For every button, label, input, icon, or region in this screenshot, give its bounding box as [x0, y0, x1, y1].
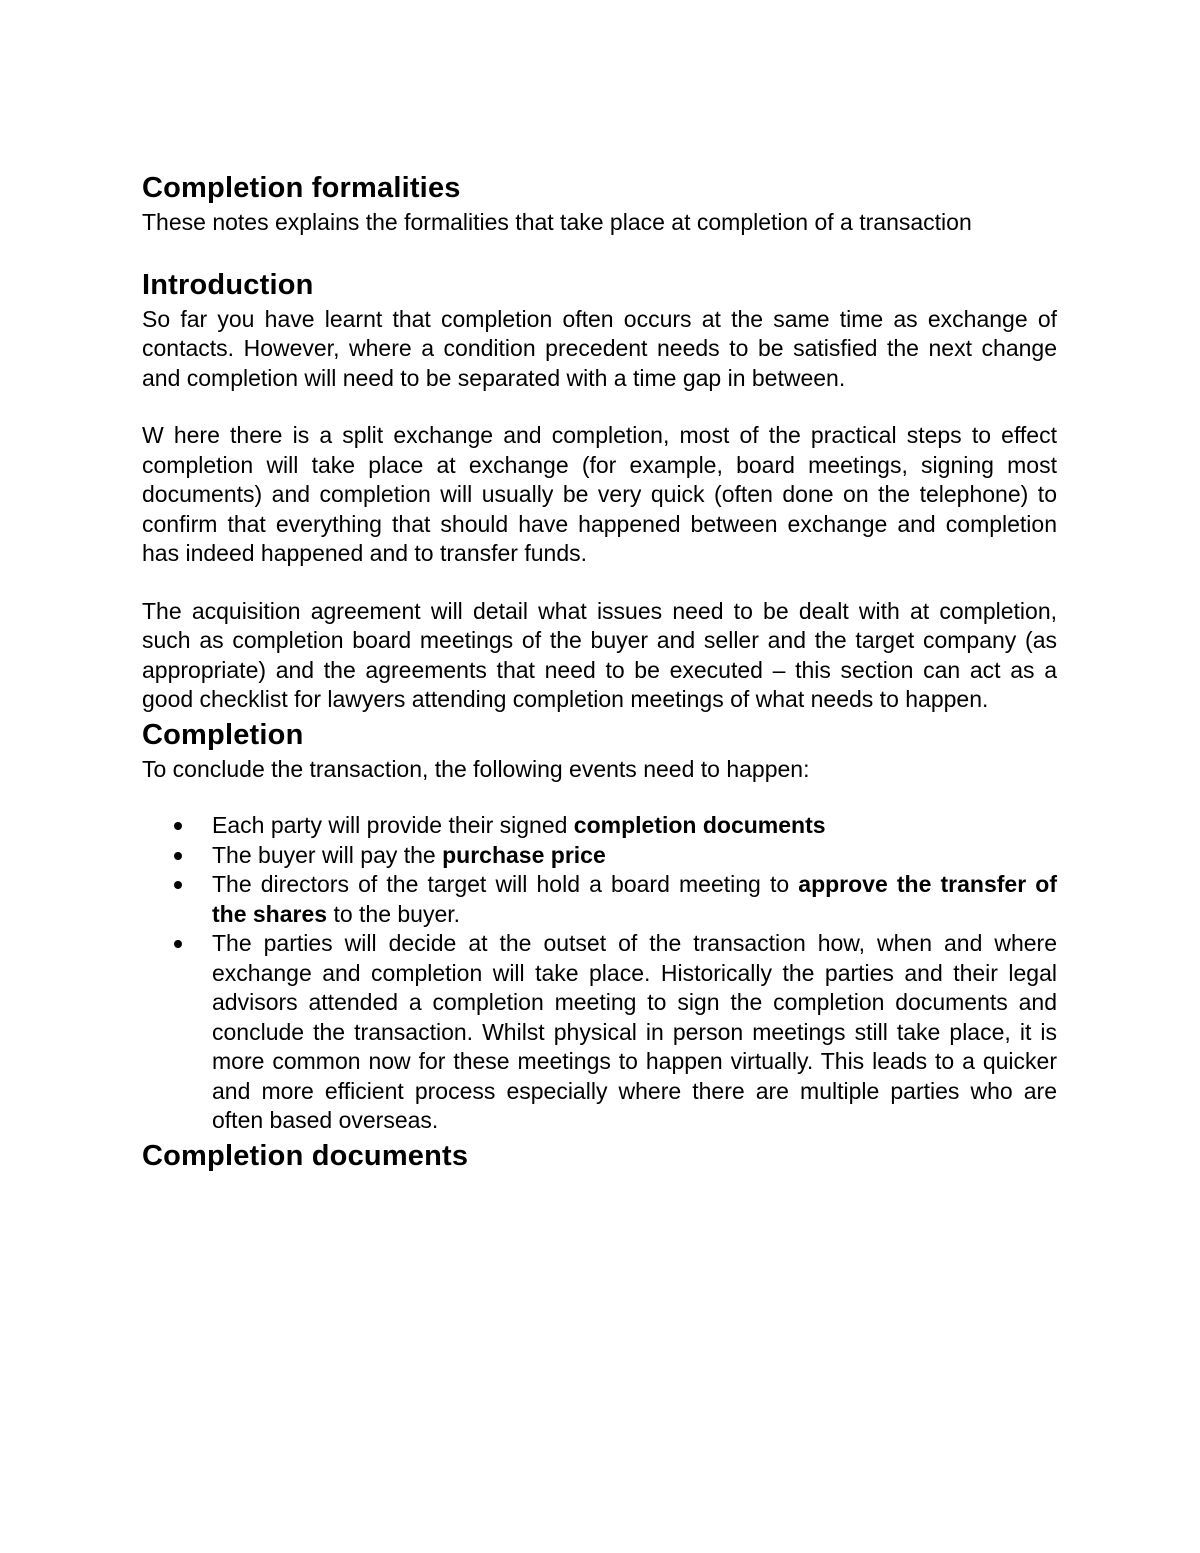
list-item-text: The parties will decide at the outset of the transaction how, when and where exchange and completion will take place. Historically the parties and their legal advisors attended a completion meeting to sign the completion documents and conclude the transaction. Whilst physical in person meetings still take place, it is more common now for these meetings to happen virtually. This leads to a quicker and more efficient process especially where there are multiple parties who are often based overseas. — [212, 930, 1057, 1133]
bullet-icon — [174, 822, 182, 830]
completion-lead: To conclude the transaction, the following events need to happen: — [142, 755, 810, 782]
subtitle: These notes explains the formalities that take place at completion of a transaction — [142, 209, 972, 235]
list-item-bold: approve the transfer of the shares — [212, 871, 1057, 927]
list-item — [142, 870, 1057, 929]
page-title: Completion formalities — [142, 172, 461, 204]
list-item-text: The directors of the target will hold a board meeting to — [212, 871, 799, 897]
document-page — [142, 168, 1057, 1176]
introduction-heading: Introduction — [142, 268, 314, 301]
list-item — [142, 841, 1057, 871]
list-item — [142, 811, 1057, 841]
completion-documents-heading: Completion documents — [142, 1139, 469, 1172]
intro-paragraph-2: W here there is a split exchange and completion, most of the practical steps to effect completion will take place at exchange (for example, board meetings, signing most documents) and completion will usually be very quick (often done on the telephone) to confirm that everything that should have happened between exchange and completion has indeed happened and to transfer funds. — [142, 422, 1057, 566]
bullet-icon — [174, 940, 182, 948]
list-item-text: The buyer will pay the — [212, 841, 443, 868]
list-item-bold: purchase price — [442, 841, 606, 868]
completion-heading: Completion — [142, 718, 304, 751]
list-item-text: Each party will provide their signed — [212, 812, 574, 838]
list-item — [142, 929, 1057, 1136]
intro-paragraph-1: So far you have learnt that completion often occurs at the same time as exchange of contacts. However, where a condition precedent needs to be satisfied the next change and completion will need to be separated with a time gap in between. — [142, 305, 1057, 391]
list-item-bold: completion documents — [573, 812, 826, 838]
completion-events-list — [142, 811, 1057, 1136]
list-item-text-after: to the buyer. — [327, 900, 461, 927]
bullet-icon — [174, 881, 182, 889]
bullet-icon — [174, 852, 182, 860]
intro-paragraph-3: The acquisition agreement will detail what issues need to be dealt with at completion, such as completion board meetings of the buyer and seller and the target company (as appropriate) and the agreements that need to be executed – this section can act as a good checklist for lawyers attending completion meetings of what needs to happen. — [142, 597, 1057, 712]
